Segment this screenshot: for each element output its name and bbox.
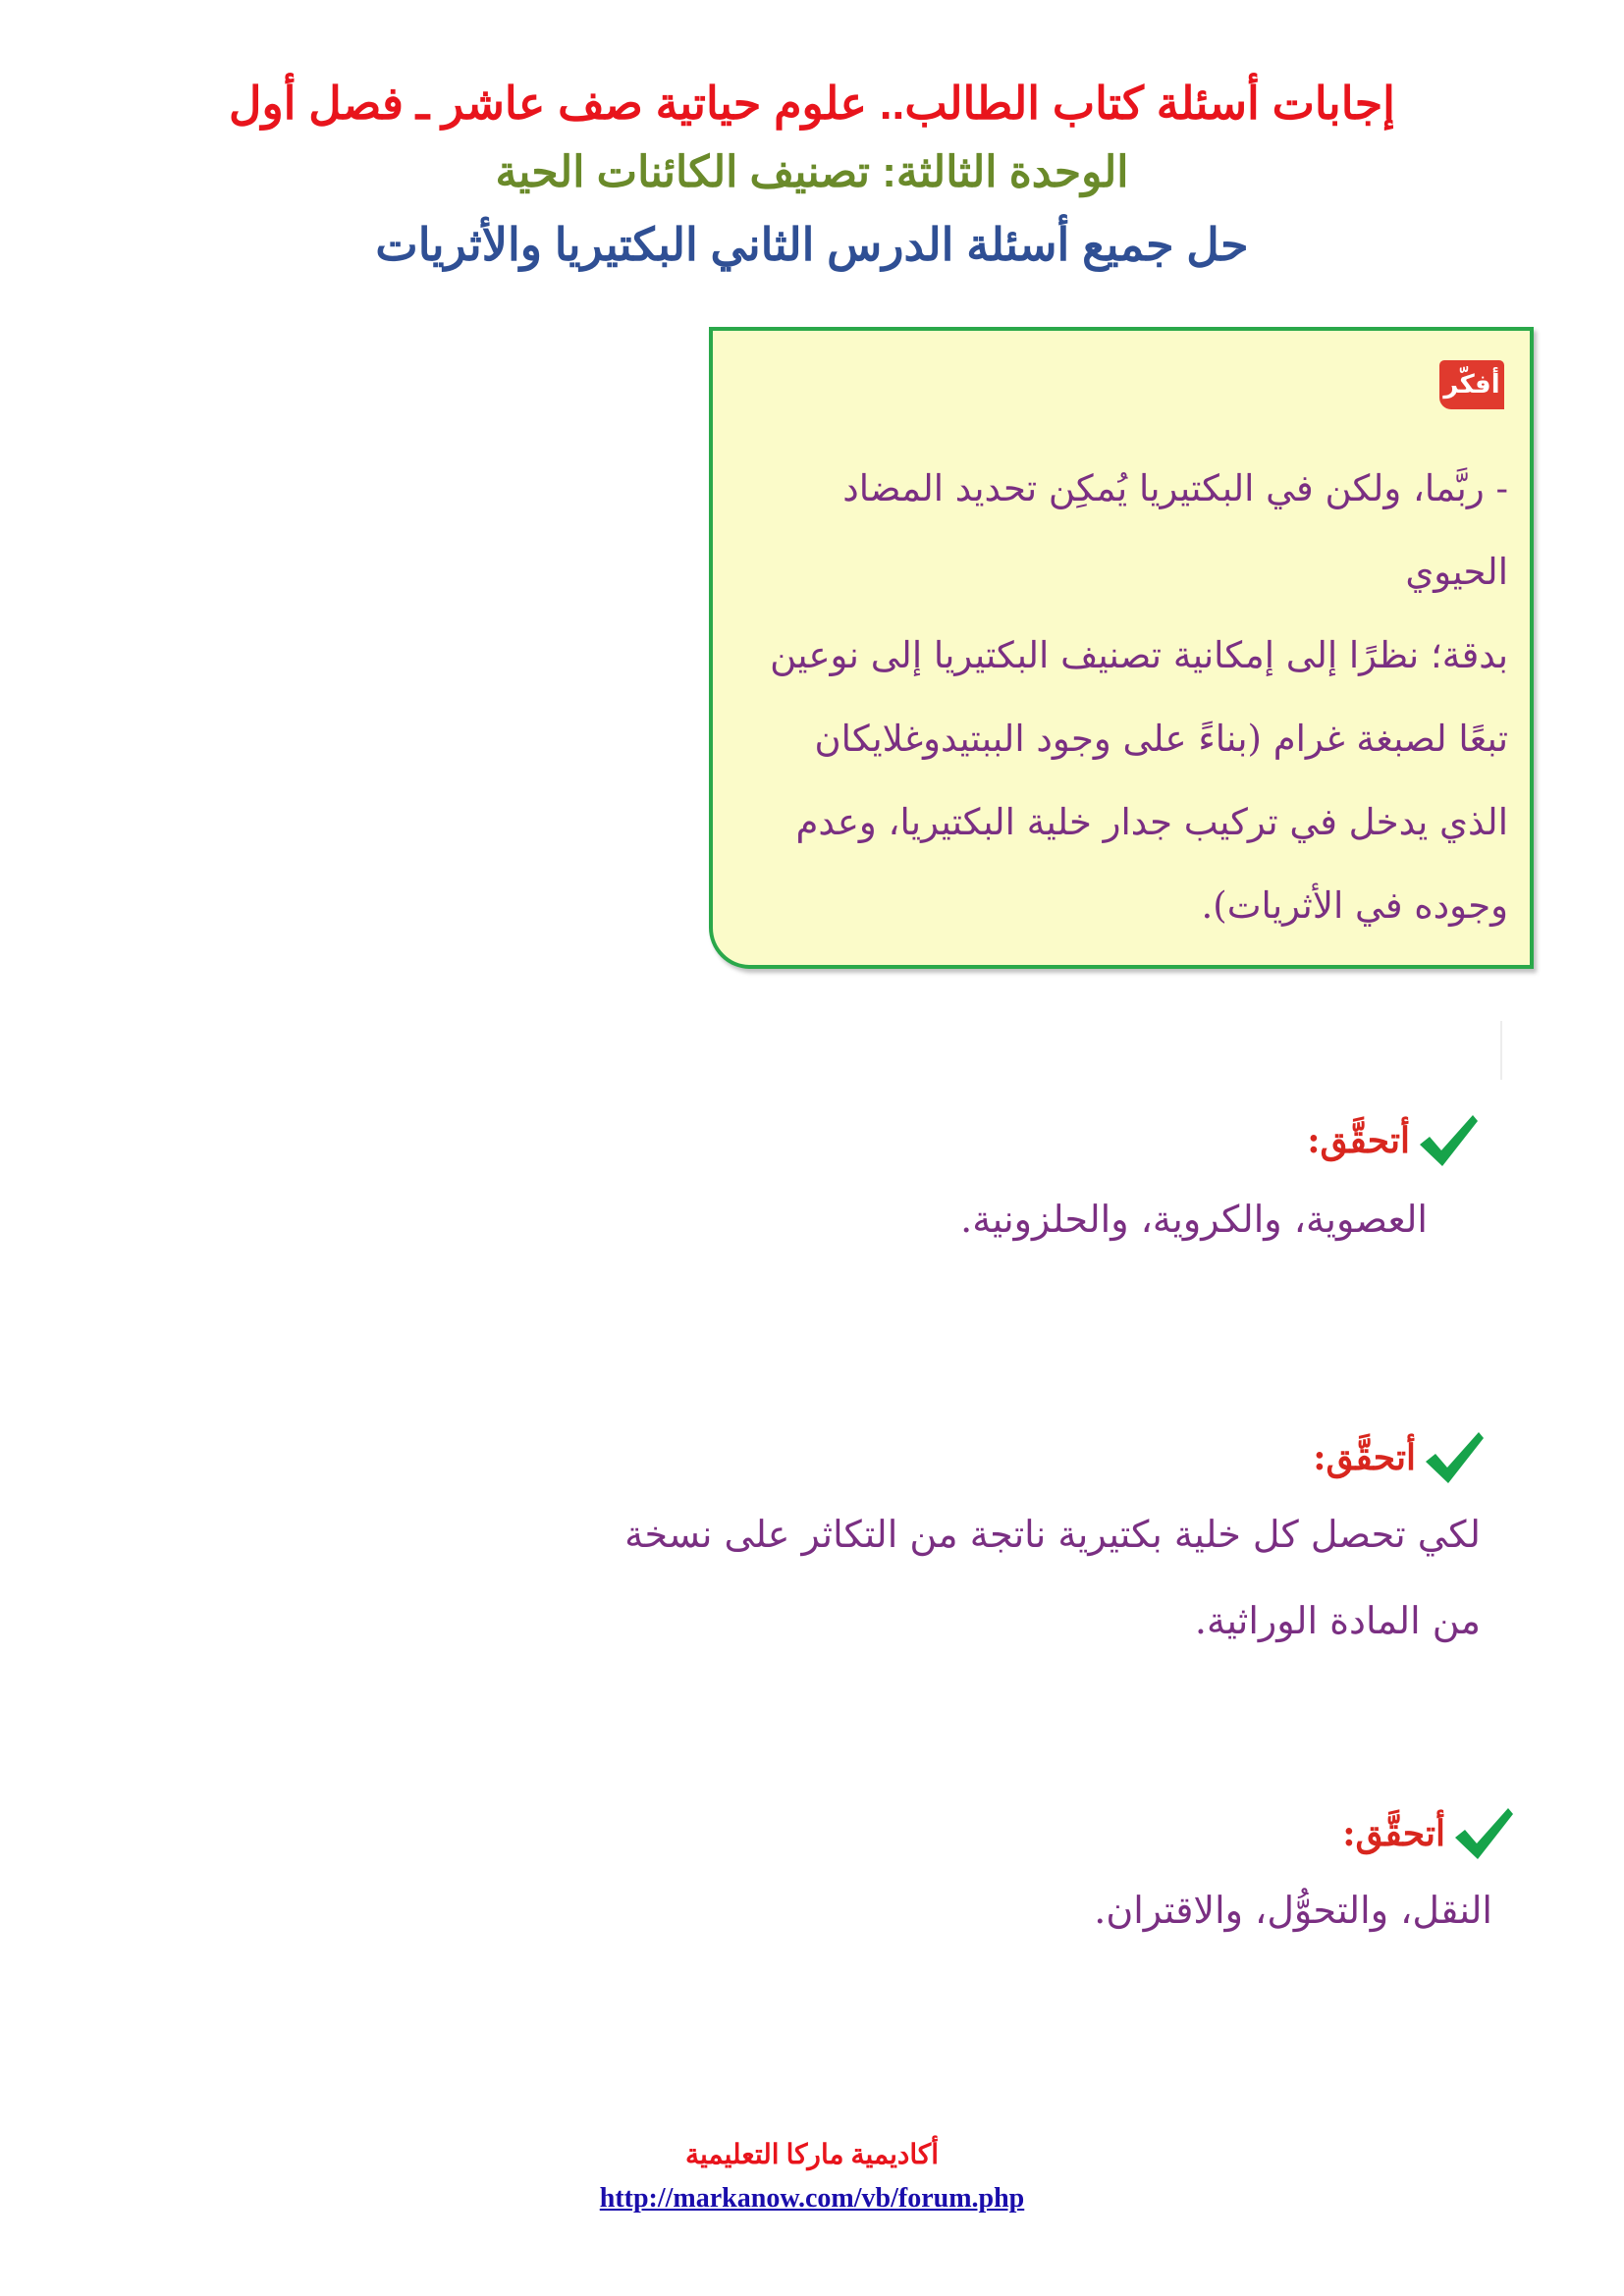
answer-line: النقل، والتحوُّل، والاقتران. [1094, 1889, 1492, 1932]
checkmark-icon [1451, 1804, 1516, 1863]
divider [1500, 1021, 1502, 1080]
checkmark-icon [1422, 1428, 1487, 1487]
think-line: الذي يدخل في تركيب جدار خلية البكتيريا، وعدم [795, 801, 1508, 843]
check-answer [603, 1491, 1481, 1664]
check-label: أتحقَّق: [1307, 1120, 1410, 1161]
check-question [676, 1111, 1481, 1262]
footer-link[interactable]: http://markanow.com/vb/forum.php [599, 2183, 1025, 2214]
check-label: أتحقَّق: [1313, 1437, 1416, 1478]
check-header [603, 1428, 1487, 1487]
check-header [676, 1111, 1481, 1170]
answer-line: من المادة الوراثية. [1194, 1599, 1481, 1642]
check-answer [711, 1867, 1492, 1953]
check-header [711, 1804, 1516, 1863]
check-label: أتحقَّق: [1342, 1813, 1445, 1854]
unit-title: الوحدة الثالثة: تصنيف الكائنات الحية [495, 148, 1129, 196]
footer-academy: أكاديمية ماركا التعليمية [684, 2140, 940, 2170]
check-answer [676, 1176, 1428, 1262]
answer-line: لكي تحصل كل خلية بكتيرية ناتجة من التكاثر على نسخة [624, 1513, 1481, 1556]
lesson-title: حل جميع أسئلة الدرس الثاني البكتيريا والأثريات [375, 219, 1249, 270]
answer-line: العصوية، والكروية، والحلزونية. [960, 1198, 1428, 1241]
think-line: وجوده في الأثريات). [1201, 884, 1508, 927]
check-question [603, 1428, 1487, 1664]
think-answer [731, 447, 1508, 947]
think-line: - ربَّما، ولكن في البكتيريا يُمكِن تحديد المضاد الحيوي [842, 467, 1508, 593]
footer-link-row [0, 2183, 1624, 2215]
checkmark-icon [1416, 1111, 1481, 1170]
think-line: تبعًا لصبغة غرام (بناءً على وجود الببتيدوغلايكان [814, 718, 1508, 760]
page-title: إجابات أسئلة كتاب الطالب.. علوم حياتية صف عاشر ـ فصل أول [229, 78, 1395, 129]
think-line: بدقة؛ نظرًا إلى إمكانية تصنيف البكتيريا إلى نوعين [770, 634, 1508, 676]
think-box [709, 327, 1534, 969]
think-badge: أفكّر [1439, 360, 1504, 409]
check-question [711, 1804, 1516, 1953]
